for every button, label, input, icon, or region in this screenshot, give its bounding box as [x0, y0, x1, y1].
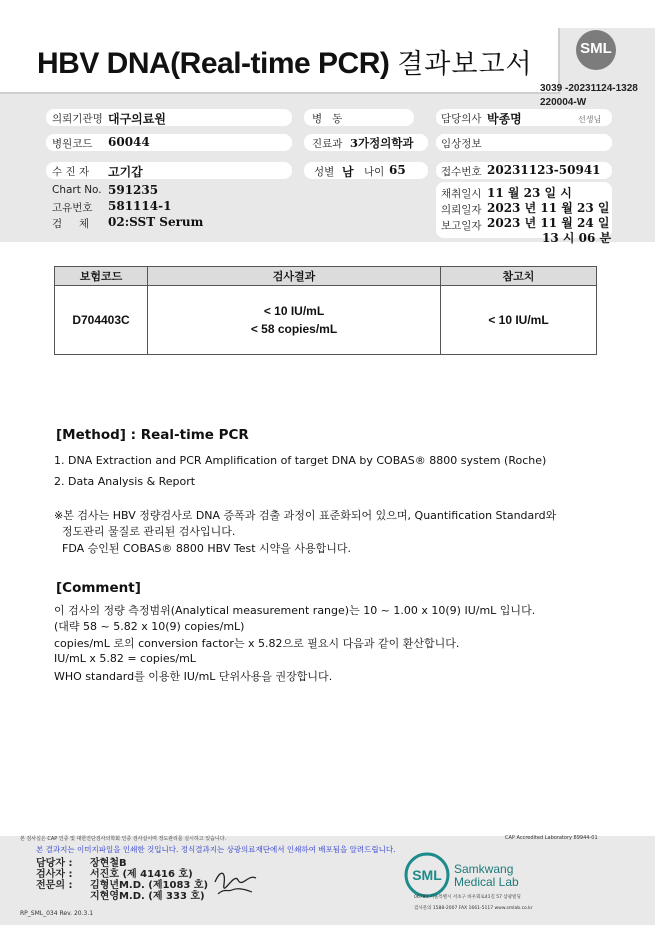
report-time: 13 시 06 분	[542, 231, 612, 245]
age-label: 나이	[364, 166, 385, 178]
form-number: RP_SML_034 Rev. 20.3.1	[20, 910, 94, 917]
patient-label: 수 진 자	[52, 166, 90, 178]
result-cell	[148, 286, 441, 355]
manager-label: 담당자 :	[36, 858, 73, 869]
footer-contact: 검사문의 1588-2007 FAX 1661-5117 www.smlab.co.kr	[414, 906, 533, 911]
hospital-code-label: 병원코드	[52, 138, 93, 150]
institution-label: 의뢰기관명	[52, 113, 103, 125]
comment-heading: [Comment]	[56, 580, 141, 596]
report-label: 보고일자	[441, 220, 482, 232]
request-label: 의뢰일자	[441, 204, 482, 216]
tester-name: 서진호 (제 41416 호)	[90, 869, 193, 880]
signature-image	[212, 862, 262, 900]
specialist-2: 지현영M.D. (제 333 호)	[90, 891, 205, 902]
comment-line-3: copies/mL 로의 conversion factor는 x 5.82으로 필요시 다음과 같이 환산합니다.	[54, 637, 460, 650]
specialist-1: 김형년M.D. (제1083 호)	[90, 880, 209, 891]
collect-label: 채취일시	[441, 188, 482, 200]
specimen-value: 02:SST Serum	[108, 215, 204, 229]
chart-value: 591235	[108, 183, 159, 197]
specialist-label: 전문의 :	[36, 880, 73, 891]
header-code: 보험코드	[55, 267, 148, 286]
result-iu: < 10 IU/mL	[263, 304, 325, 318]
unique-value: 581114-1	[108, 199, 172, 213]
doctor-value: 박종명	[487, 112, 522, 126]
patient-name: 고기갑	[108, 165, 143, 179]
institution-value: 대구의료원	[108, 112, 166, 126]
footer-cap: CAP Accredited Laboratory 89944-01	[505, 835, 598, 841]
header-reference: 참고치	[441, 267, 597, 286]
request-value: 2023 년 11 월 23 일	[487, 201, 610, 215]
insurance-code: D704403C	[55, 286, 148, 355]
logo-text: SML	[580, 40, 612, 57]
sex-label: 성별	[314, 166, 335, 178]
comment-line-1: 이 검사의 정량 측정범위(Analytical measurement range)는 10 ~ 1.00 x 10(9) IU/mL 입니다.	[54, 604, 536, 617]
dept-label: 진료과	[312, 138, 343, 150]
sex-value: 남	[342, 165, 354, 179]
comment-line-2: (대략 58 ~ 5.82 x 10(9) copies/mL)	[54, 620, 245, 633]
receipt-label: 접수번호	[441, 166, 482, 178]
tester-label: 검사자 :	[36, 869, 73, 880]
footer-accreditation: 본 검사실은 CAP 인증 및 대한진단검사의학회 인증 검사실이며 정도관리를 실시하고 있습니다.	[20, 836, 227, 842]
collect-value: 11 월 23 일 시	[487, 186, 572, 200]
document-number: 3039 -20231124-1328 220004-W	[540, 83, 638, 108]
header-result: 검사결과	[148, 267, 441, 286]
method-note-3: FDA 승인된 COBAS® 8800 HBV Test 시약을 사용합니다.	[62, 542, 352, 555]
svg-text:SML: SML	[412, 867, 442, 883]
hospital-code-value: 60044	[108, 135, 150, 149]
chart-label: Chart No.	[52, 184, 102, 196]
method-item-2: 2. Data Analysis & Report	[54, 475, 196, 488]
samkwang-logo-icon	[404, 852, 450, 898]
age-value: 65	[389, 163, 406, 177]
comment-line-5: WHO standard를 이용한 IU/mL 단위사용을 권장합니다.	[54, 670, 333, 683]
dept-value: 3가정의학과	[350, 136, 414, 150]
report-value: 2023 년 11 월 24 일	[487, 216, 610, 230]
doctor-label: 담당의사	[441, 113, 482, 125]
result-table	[54, 266, 597, 355]
clinical-label: 임상정보	[441, 138, 482, 150]
result-copies: < 58 copies/mL	[250, 322, 338, 336]
receipt-value: 20231123-50941	[487, 163, 601, 177]
specimen-label: 검 체	[52, 218, 89, 230]
ward-label: 병 동	[312, 113, 343, 125]
unique-label: 고유번호	[52, 202, 93, 214]
footer-address: 06784 서울특별시 서초구 바우뫼로41길 57 삼광빌딩	[414, 895, 521, 900]
reference-cell: < 10 IU/mL	[441, 286, 597, 355]
table-row	[55, 286, 597, 355]
report-title: HBV DNA(Real-time PCR) 결과보고서	[37, 47, 533, 80]
doctor-suffix: 선생님	[578, 115, 602, 124]
method-heading: [Method] : Real-time PCR	[56, 427, 249, 443]
method-note-2: 정도관리 물질로 관리된 검사입니다.	[62, 525, 236, 538]
manager-name: 장현철B	[90, 858, 127, 869]
footer-notice: 본 결과지는 이미지파일을 인쇄한 것입니다. 정식결과지는 상광의료재단에서 인쇄하여 배포됨을 알려드립니다.	[36, 845, 396, 854]
method-note-1: ※본 검사는 HBV 정량검사로 DNA 증폭과 검출 과정이 표준화되어 있으며, Quantification Standard와	[54, 509, 557, 522]
method-item-1: 1. DNA Extraction and PCR Amplification of target DNA by COBAS® 8800 system (Roche)	[54, 454, 547, 467]
comment-line-4: IU/mL x 5.82 = copies/mL	[54, 652, 196, 665]
brand-name: Samkwang Medical Lab	[454, 862, 519, 889]
